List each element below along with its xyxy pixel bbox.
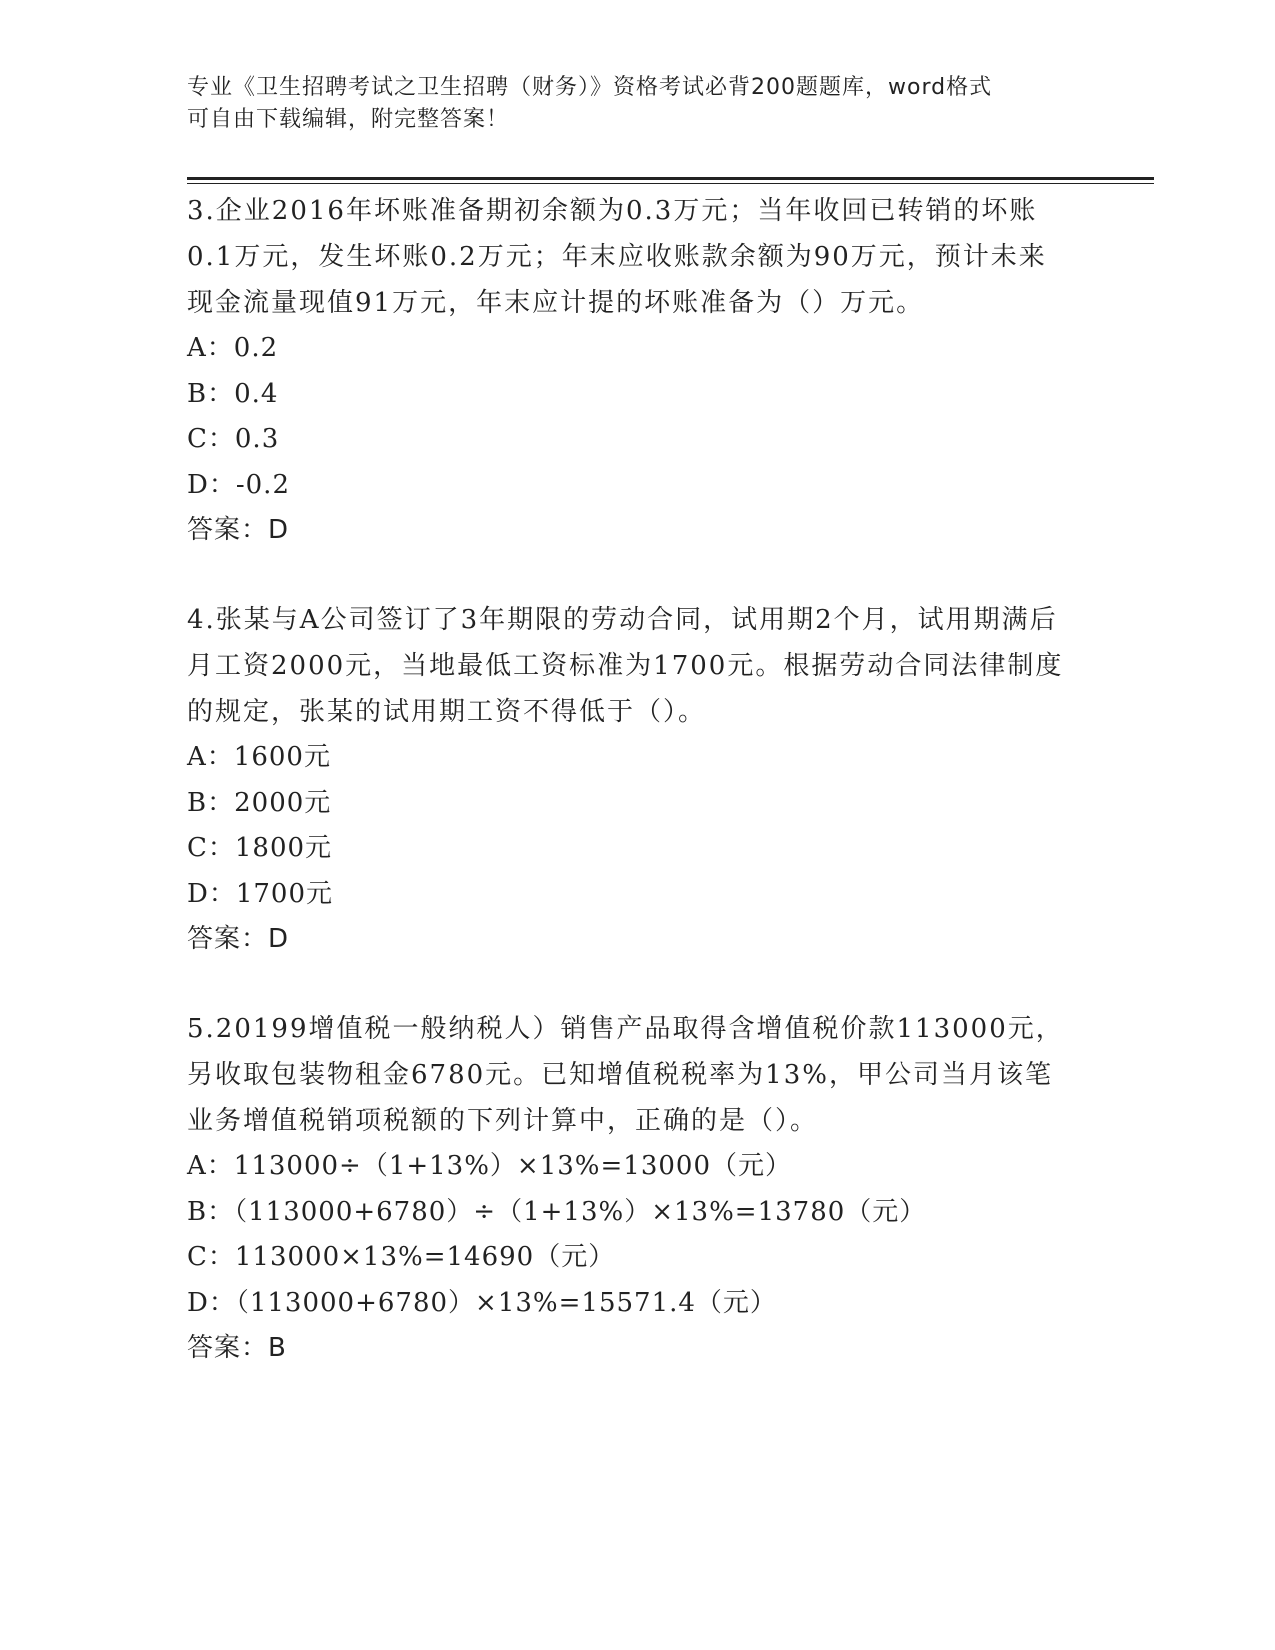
option-a: A：113000÷（1+13%）×13%=13000（元） [187,1151,792,1181]
question-4 [187,597,1067,963]
question-stem: 5.20199增值税一般纳税人）销售产品取得含增值税价款113000元，另收取包装物租金6780元。已知增值税税率为13%，甲公司当月该笔业务增值税销项税额的下列计算中，正确的是（）。 [187,1014,1064,1136]
header-line-2: 可自由下载编辑，附完整答案！ [187,107,510,132]
header-divider-thick [187,177,1154,180]
question-stem: 4.张某与A公司签订了3年期限的劳动合同，试用期2个月，试用期满后月工资2000元，当地最低工资标准为1700元。根据劳动合同法律制度的规定，张某的试用期工资不得低于（）。 [187,605,1064,727]
option-d: D：1700元 [187,878,334,909]
question-3 [187,188,1067,554]
header-line-1: 专业《卫生招聘考试之卫生招聘（财务）》资格考试必背200题题库，word格式 [187,75,993,100]
option-c: C：113000×13%=14690（元） [187,1242,616,1272]
answer-line: 答案：D [187,515,290,545]
header-divider-thin [187,183,1154,184]
option-b: B：2000元 [187,787,332,818]
option-c: C：0.3 [187,424,280,454]
option-d: D：（113000+6780）×13%=15571.4（元） [187,1287,777,1318]
option-a: A：1600元 [187,742,331,772]
question-5 [187,1006,1067,1372]
option-b: B：（113000+6780）÷（1+13%）×13%=13780（元） [187,1196,927,1227]
document-header [187,72,1067,136]
option-d: D：-0.2 [187,469,290,500]
option-a: A：0.2 [187,333,279,363]
question-stem: 3.企业2016年坏账准备期初余额为0.3万元；当年收回已转销的坏账0.1万元，发生坏账0.2万元；年末应收账款余额为90万元，预计未来现金流量现值91万元，年末应计提的坏账准备为（）万元。 [187,196,1047,318]
answer-line: 答案：D [187,924,290,954]
option-c: C：1800元 [187,833,333,863]
option-b: B：0.4 [187,378,279,409]
answer-line: 答案：B [187,1333,287,1363]
